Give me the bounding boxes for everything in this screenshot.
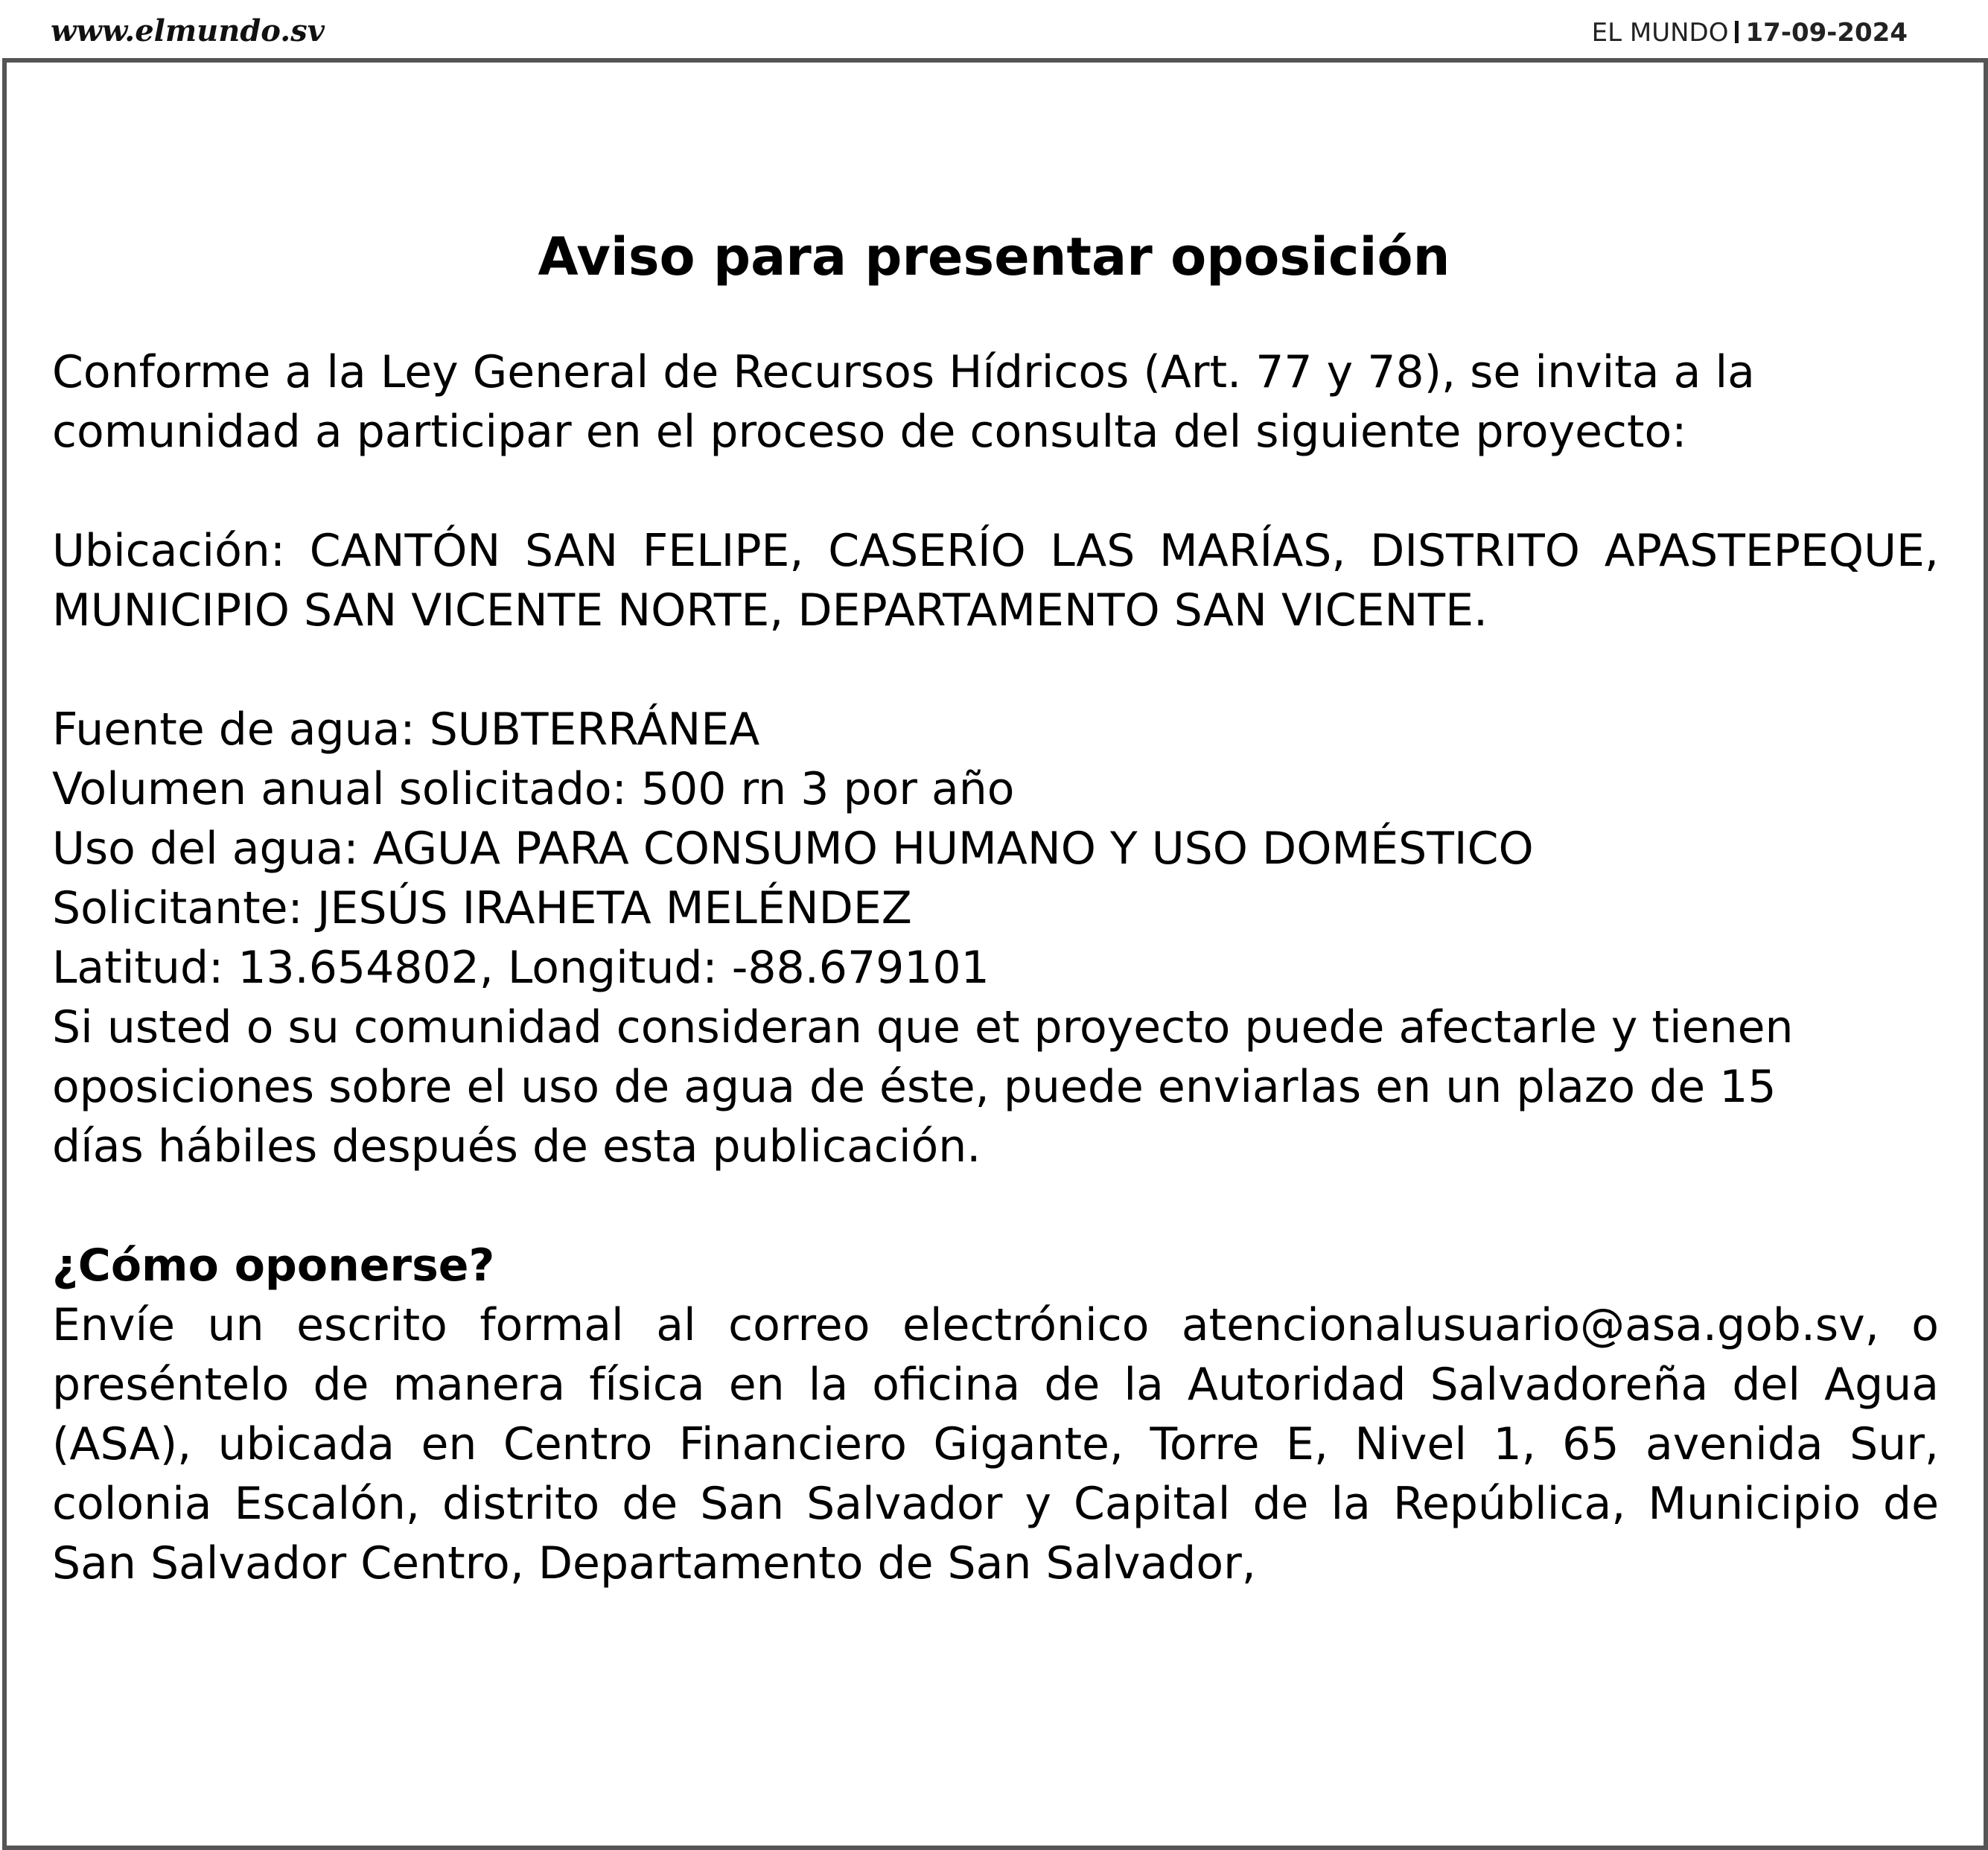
how-to-oppose-paragraph: Envíe un escrito formal al correo electrónico atencionalusuario@asa.gob.sv, o preséntelo de manera física en la oficina de la Autoridad Salvadoreña del Agua (ASA), ubicada en Centro Financiero Gigante, Torre E, Nivel 1, 65 avenida Sur, colonia Escalón, distrito de San Salvador y Capital de la República, Municipio de San Salvador Centro, Departamento de San Salvador, — [52, 1299, 1939, 1589]
how-to-oppose-heading: ¿Cómo oponerse? — [52, 1240, 495, 1292]
site-url: www.elmundo.sv — [51, 13, 325, 48]
separator-bar — [1735, 21, 1739, 43]
publication-date: 17-09-2024 — [1745, 18, 1908, 48]
water-source-line: Fuente de agua: SUBTERRÁNEA — [52, 704, 760, 756]
masthead — [1592, 18, 1908, 48]
notice-title: Aviso para presentar oposición — [538, 226, 1450, 287]
water-use-line: Uso del agua: AGUA PARA CONSUMO HUMANO Y USO DOMÉSTICO — [52, 823, 1534, 875]
location-paragraph: Ubicación: CANTÓN SAN FELIPE, CASERÍO LAS MARÍAS, DISTRITO APASTEPEQUE, MUNICIPIO SAN VICENTE NORTE, DEPARTAMENTO SAN VICENTE. — [52, 525, 1939, 637]
spacer — [52, 640, 1939, 700]
annual-volume-line: Volumen anual solicitado: 500 rn 3 por año — [52, 763, 1015, 815]
coordinates-line: Latitud: 13.654802, Longitud: -88.679101 — [52, 942, 990, 994]
deadline-paragraph: Si usted o su comunidad consideran que et proyecto puede afectarle y tienen oposiciones sobre el uso de agua de éste, puede enviarlas en un plazo de 15 días hábiles después de esta publicación. — [52, 1001, 1794, 1173]
notice-body — [52, 342, 1939, 1593]
applicant-line: Solicitante: JESÚS IRAHETA MELÉNDEZ — [52, 882, 912, 934]
intro-paragraph: Conforme a la Ley General de Recursos Hídricos (Art. 77 y 78), se invita a la comunidad a participar en el proceso de consulta del siguiente proyecto: — [52, 346, 1755, 458]
spacer — [52, 1176, 1939, 1236]
spacer — [52, 462, 1939, 521]
newspaper-name: EL MUNDO — [1591, 18, 1729, 48]
page-header — [0, 0, 1988, 60]
